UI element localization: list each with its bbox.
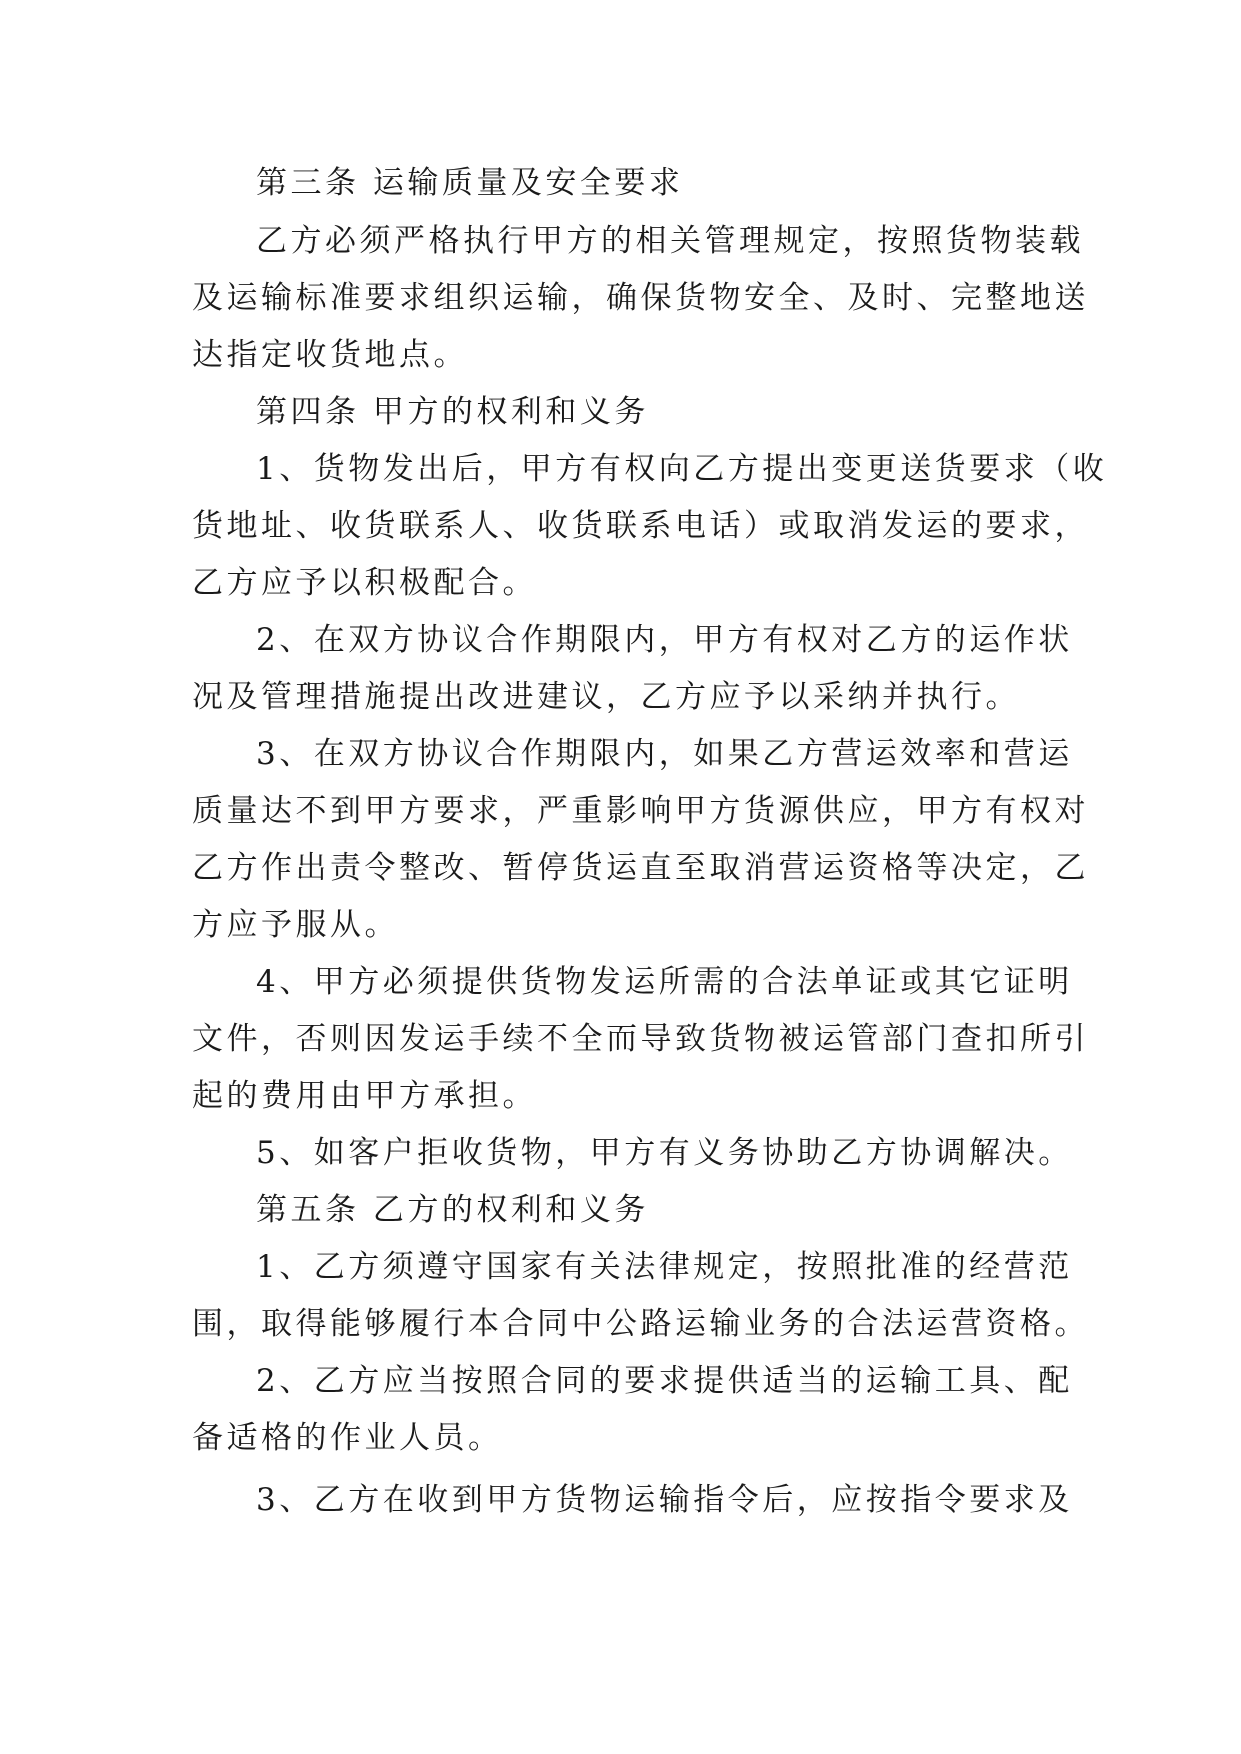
paragraph-line: 及运输标准要求组织运输，确保货物安全、及时、完整地送 [192, 280, 1089, 316]
paragraph-line: 达指定收货地点。 [192, 337, 468, 373]
paragraph-line: 质量达不到甲方要求，严重影响甲方货源供应，甲方有权对 [192, 793, 1089, 829]
paragraph-line: 方应予服从。 [192, 907, 399, 943]
paragraph-line: 3、乙方在收到甲方货物运输指令后，应按指令要求及 [256, 1482, 1073, 1518]
paragraph-line: 文件，否则因发运手续不全而导致货物被运管部门查扣所引 [192, 1021, 1089, 1057]
paragraph-line: 1、乙方须遵守国家有关法律规定，按照批准的经营范 [256, 1249, 1073, 1285]
paragraph-line: 4、甲方必须提供货物发运所需的合法单证或其它证明 [256, 964, 1073, 1000]
paragraph-line: 起的费用由甲方承担。 [192, 1078, 537, 1114]
article-4-heading: 第四条 甲方的权利和义务 [256, 394, 649, 430]
paragraph-line: 货地址、收货联系人、收货联系电话）或取消发运的要求， [192, 508, 1089, 544]
article-3-heading: 第三条 运输质量及安全要求 [256, 165, 684, 201]
paragraph-line: 围，取得能够履行本合同中公路运输业务的合法运营资格。 [192, 1306, 1089, 1342]
paragraph-line: 乙方必须严格执行甲方的相关管理规定，按照货物装载 [256, 223, 1084, 259]
paragraph-line: 5、如客户拒收货物，甲方有义务协助乙方协调解决。 [256, 1135, 1073, 1171]
paragraph-line: 3、在双方协议合作期限内，如果乙方营运效率和营运 [256, 736, 1073, 772]
paragraph-line: 1、货物发出后，甲方有权向乙方提出变更送货要求（收 [256, 451, 1108, 487]
paragraph-line: 乙方作出责令整改、暂停货运直至取消营运资格等决定，乙 [192, 850, 1089, 886]
paragraph-line: 乙方应予以积极配合。 [192, 565, 537, 601]
paragraph-line: 备适格的作业人员。 [192, 1420, 503, 1456]
paragraph-line: 2、在双方协议合作期限内，甲方有权对乙方的运作状 [256, 622, 1073, 658]
paragraph-line: 2、乙方应当按照合同的要求提供适当的运输工具、配 [256, 1363, 1073, 1399]
paragraph-line: 况及管理措施提出改进建议，乙方应予以采纳并执行。 [192, 679, 1020, 715]
article-5-heading: 第五条 乙方的权利和义务 [256, 1192, 649, 1228]
